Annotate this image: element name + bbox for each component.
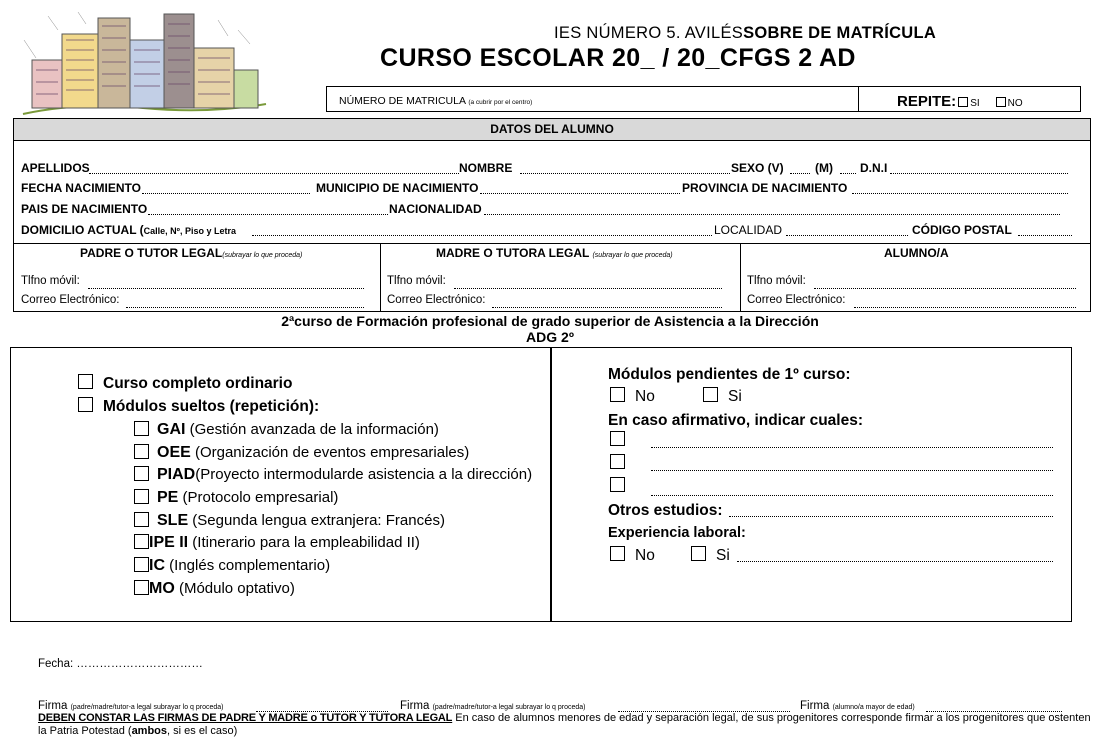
provincia-label: PROVINCIA DE NACIMIENTO <box>682 181 848 195</box>
signature-parent-2: Firma (padre/madre/tutor-a legal subrayar lo q proceda) <box>400 700 586 712</box>
municipio-field[interactable] <box>480 192 680 194</box>
apellidos-field[interactable] <box>89 172 459 174</box>
pending-no-option: No <box>610 388 655 406</box>
codigo-postal-label: CÓDIGO POSTAL <box>912 223 1012 237</box>
signature-parent-1-note: (padre/madre/tutor-a legal subrayar lo q proceda) <box>70 704 224 711</box>
student-email-field[interactable] <box>854 306 1076 308</box>
father-title-note: (subrayar lo que proceda) <box>222 252 303 259</box>
pending-module-1 <box>610 432 635 450</box>
which-modules-title: En caso afirmativo, indicar cuales: <box>608 412 863 429</box>
module-pe-checkbox[interactable] <box>134 489 149 504</box>
domicilio-note: Calle, Nº, Piso y Letra <box>143 226 236 236</box>
module-gai: GAI (Gestión avanzada de la información) <box>134 421 439 439</box>
signature-parent-1: Firma (padre/madre/tutor-a legal subrayar lo q proceda) <box>38 700 224 712</box>
document-type: SOBRE DE MATRÍCULA <box>743 24 937 42</box>
other-studies-label: Otros estudios: <box>608 502 723 519</box>
signature-student-note: (alumno/a mayor de edad) <box>832 704 915 711</box>
signature-parent-2-note: (padre/madre/tutor-a legal subrayar lo q proceda) <box>432 704 586 711</box>
nombre-label: NOMBRE <box>459 161 513 175</box>
pending-no-checkbox[interactable] <box>610 387 625 402</box>
pending-si-option: Si <box>703 388 742 406</box>
module-mo-checkbox[interactable] <box>134 580 149 595</box>
father-phone-label: Tlfno móvil: <box>21 275 80 287</box>
course-name: 2ªcurso de Formación profesional de grado superior de Asistencia a la Dirección <box>281 313 819 329</box>
module-sle-checkbox[interactable] <box>134 512 149 527</box>
sexo-m-field[interactable] <box>840 172 856 174</box>
student-data-section <box>13 118 1091 312</box>
course-code: ADG 2º <box>526 329 574 345</box>
repite-no-label: NO <box>1007 98 1023 109</box>
pending-module-3 <box>610 478 635 496</box>
pending-module-3-field[interactable] <box>651 494 1053 496</box>
domicilio-field[interactable] <box>252 234 712 236</box>
options-box <box>10 347 1072 622</box>
experience-no-option: No <box>610 547 655 565</box>
module-pe: PE (Protocolo empresarial) <box>134 489 338 507</box>
experience-field[interactable] <box>737 560 1053 562</box>
school-name: IES NÚMERO 5. AVILÉSSOBRE DE MATRÍCULA <box>554 24 937 42</box>
localidad-label: LOCALIDAD <box>714 223 783 237</box>
student-phone-field[interactable] <box>814 287 1076 289</box>
nacionalidad-label: NACIONALIDAD <box>389 202 482 216</box>
domicilio-label: DOMICILIO ACTUAL (Calle, Nº, Piso y Letra <box>21 223 236 237</box>
module-mo: MO (Módulo optativo) <box>134 580 295 598</box>
work-experience-label: Experiencia laboral: <box>608 525 746 541</box>
municipio-label: MUNICIPIO DE NACIMIENTO <box>316 181 479 195</box>
contacts-area <box>14 243 1090 311</box>
apellidos-label: APELLIDOS <box>21 161 90 175</box>
pais-field[interactable] <box>148 213 388 215</box>
module-piad: PIAD(Proyecto intermodularde asistencia a la dirección) <box>134 466 532 484</box>
module-oee-checkbox[interactable] <box>134 444 149 459</box>
sexo-v-field[interactable] <box>790 172 810 174</box>
pending-si-checkbox[interactable] <box>703 387 718 402</box>
pending-module-3-checkbox[interactable] <box>610 477 625 492</box>
matricula-label: NÚMERO DE MATRICULA (a cubrir por el centro) <box>339 95 533 107</box>
module-piad-checkbox[interactable] <box>134 466 149 481</box>
mother-phone-label: Tlfno móvil: <box>387 275 446 287</box>
other-studies-field[interactable] <box>729 515 1053 517</box>
sexo-v-label: SEXO (V) <box>731 161 784 175</box>
pending-module-2-field[interactable] <box>651 469 1053 471</box>
legal-notice: DEBEN CONSTAR LAS FIRMAS DE PADRE Y MADRE o TUTOR Y TUTORA LEGAL En caso de alumnos menores de edad y separación legal, de sus progenitores corresponde firmar a los progenitores que ostenten la Patria Potestad (ambos, si es el caso) <box>38 712 1091 737</box>
school-logo-drawing <box>18 10 268 118</box>
father-phone-field[interactable] <box>88 287 364 289</box>
module-ipe: IPE II (Itinerario para la empleabilidad II) <box>134 534 420 552</box>
module-ic-checkbox[interactable] <box>134 557 149 572</box>
dni-label: D.N.I <box>860 161 888 175</box>
localidad-field[interactable] <box>786 234 908 236</box>
repite-no-checkbox[interactable] <box>996 97 1006 107</box>
loose-modules-checkbox[interactable] <box>78 397 93 412</box>
complete-course-option: Curso completo ordinario <box>78 375 292 393</box>
matricula-note: (a cubrir por el centro) <box>468 99 533 106</box>
pais-label: PAIS DE NACIMIENTO <box>21 202 148 216</box>
student-email-label: Correo Electrónico: <box>747 294 846 306</box>
father-email-label: Correo Electrónico: <box>21 294 120 306</box>
matricula-box <box>326 86 1081 112</box>
pending-module-2 <box>610 455 635 473</box>
repite-label: REPITE: <box>897 93 957 110</box>
complete-course-checkbox[interactable] <box>78 374 93 389</box>
provincia-field[interactable] <box>852 192 1068 194</box>
module-oee: OEE (Organización de eventos empresariales) <box>134 444 469 462</box>
experience-si-option: Si <box>691 547 730 565</box>
repite-si-label: SI <box>970 98 980 109</box>
experience-si-checkbox[interactable] <box>691 546 706 561</box>
father-title: PADRE O TUTOR LEGAL(subrayar lo que proceda) <box>80 246 303 260</box>
student-contact-title: ALUMNO/A <box>884 246 949 260</box>
pending-modules-title: Módulos pendientes de 1º curso: <box>608 366 851 383</box>
nacionalidad-field[interactable] <box>484 213 1060 215</box>
course-year-title: CURSO ESCOLAR 20_ / 20_CFGS 2 AD <box>380 44 856 72</box>
mother-email-field[interactable] <box>492 306 722 308</box>
legal-ambos: ambos <box>131 725 168 737</box>
loose-modules-option: Módulos sueltos (repetición): <box>78 398 319 416</box>
pending-module-2-checkbox[interactable] <box>610 454 625 469</box>
module-ipe-checkbox[interactable] <box>134 534 149 549</box>
pending-module-1-field[interactable] <box>651 446 1053 448</box>
experience-no-checkbox[interactable] <box>610 546 625 561</box>
student-data-title: DATOS DEL ALUMNO <box>14 119 1090 141</box>
module-ic: IC (Inglés complementario) <box>134 557 330 575</box>
pending-module-1-checkbox[interactable] <box>610 431 625 446</box>
module-sle: SLE (Segunda lengua extranjera: Francés) <box>134 512 445 530</box>
fecha-nacimiento-field[interactable] <box>142 192 310 194</box>
codigo-postal-field[interactable] <box>1018 234 1072 236</box>
mother-phone-field[interactable] <box>454 287 722 289</box>
student-phone-label: Tlfno móvil: <box>747 275 806 287</box>
legal-notice-bold: DEBEN CONSTAR LAS FIRMAS DE PADRE Y MADRE o TUTOR Y TUTORA LEGAL <box>38 712 453 724</box>
father-email-field[interactable] <box>126 306 364 308</box>
repite-si-checkbox[interactable] <box>958 97 968 107</box>
fecha-nacimiento-label: FECHA NACIMIENTO <box>21 181 141 195</box>
nombre-field[interactable] <box>520 172 730 174</box>
module-gai-checkbox[interactable] <box>134 421 149 436</box>
dni-field[interactable] <box>890 172 1068 174</box>
mother-title: MADRE O TUTORA LEGAL (subrayar lo que proceda) <box>436 246 673 260</box>
mother-email-label: Correo Electrónico: <box>387 294 486 306</box>
mother-title-note: (subrayar lo que proceda) <box>592 252 673 259</box>
signature-student: Firma (alumno/a mayor de edad) <box>800 700 915 712</box>
sexo-m-label: (M) <box>815 161 833 175</box>
date-field[interactable]: Fecha: …………………………… <box>38 658 203 670</box>
repite-field <box>897 93 1037 110</box>
